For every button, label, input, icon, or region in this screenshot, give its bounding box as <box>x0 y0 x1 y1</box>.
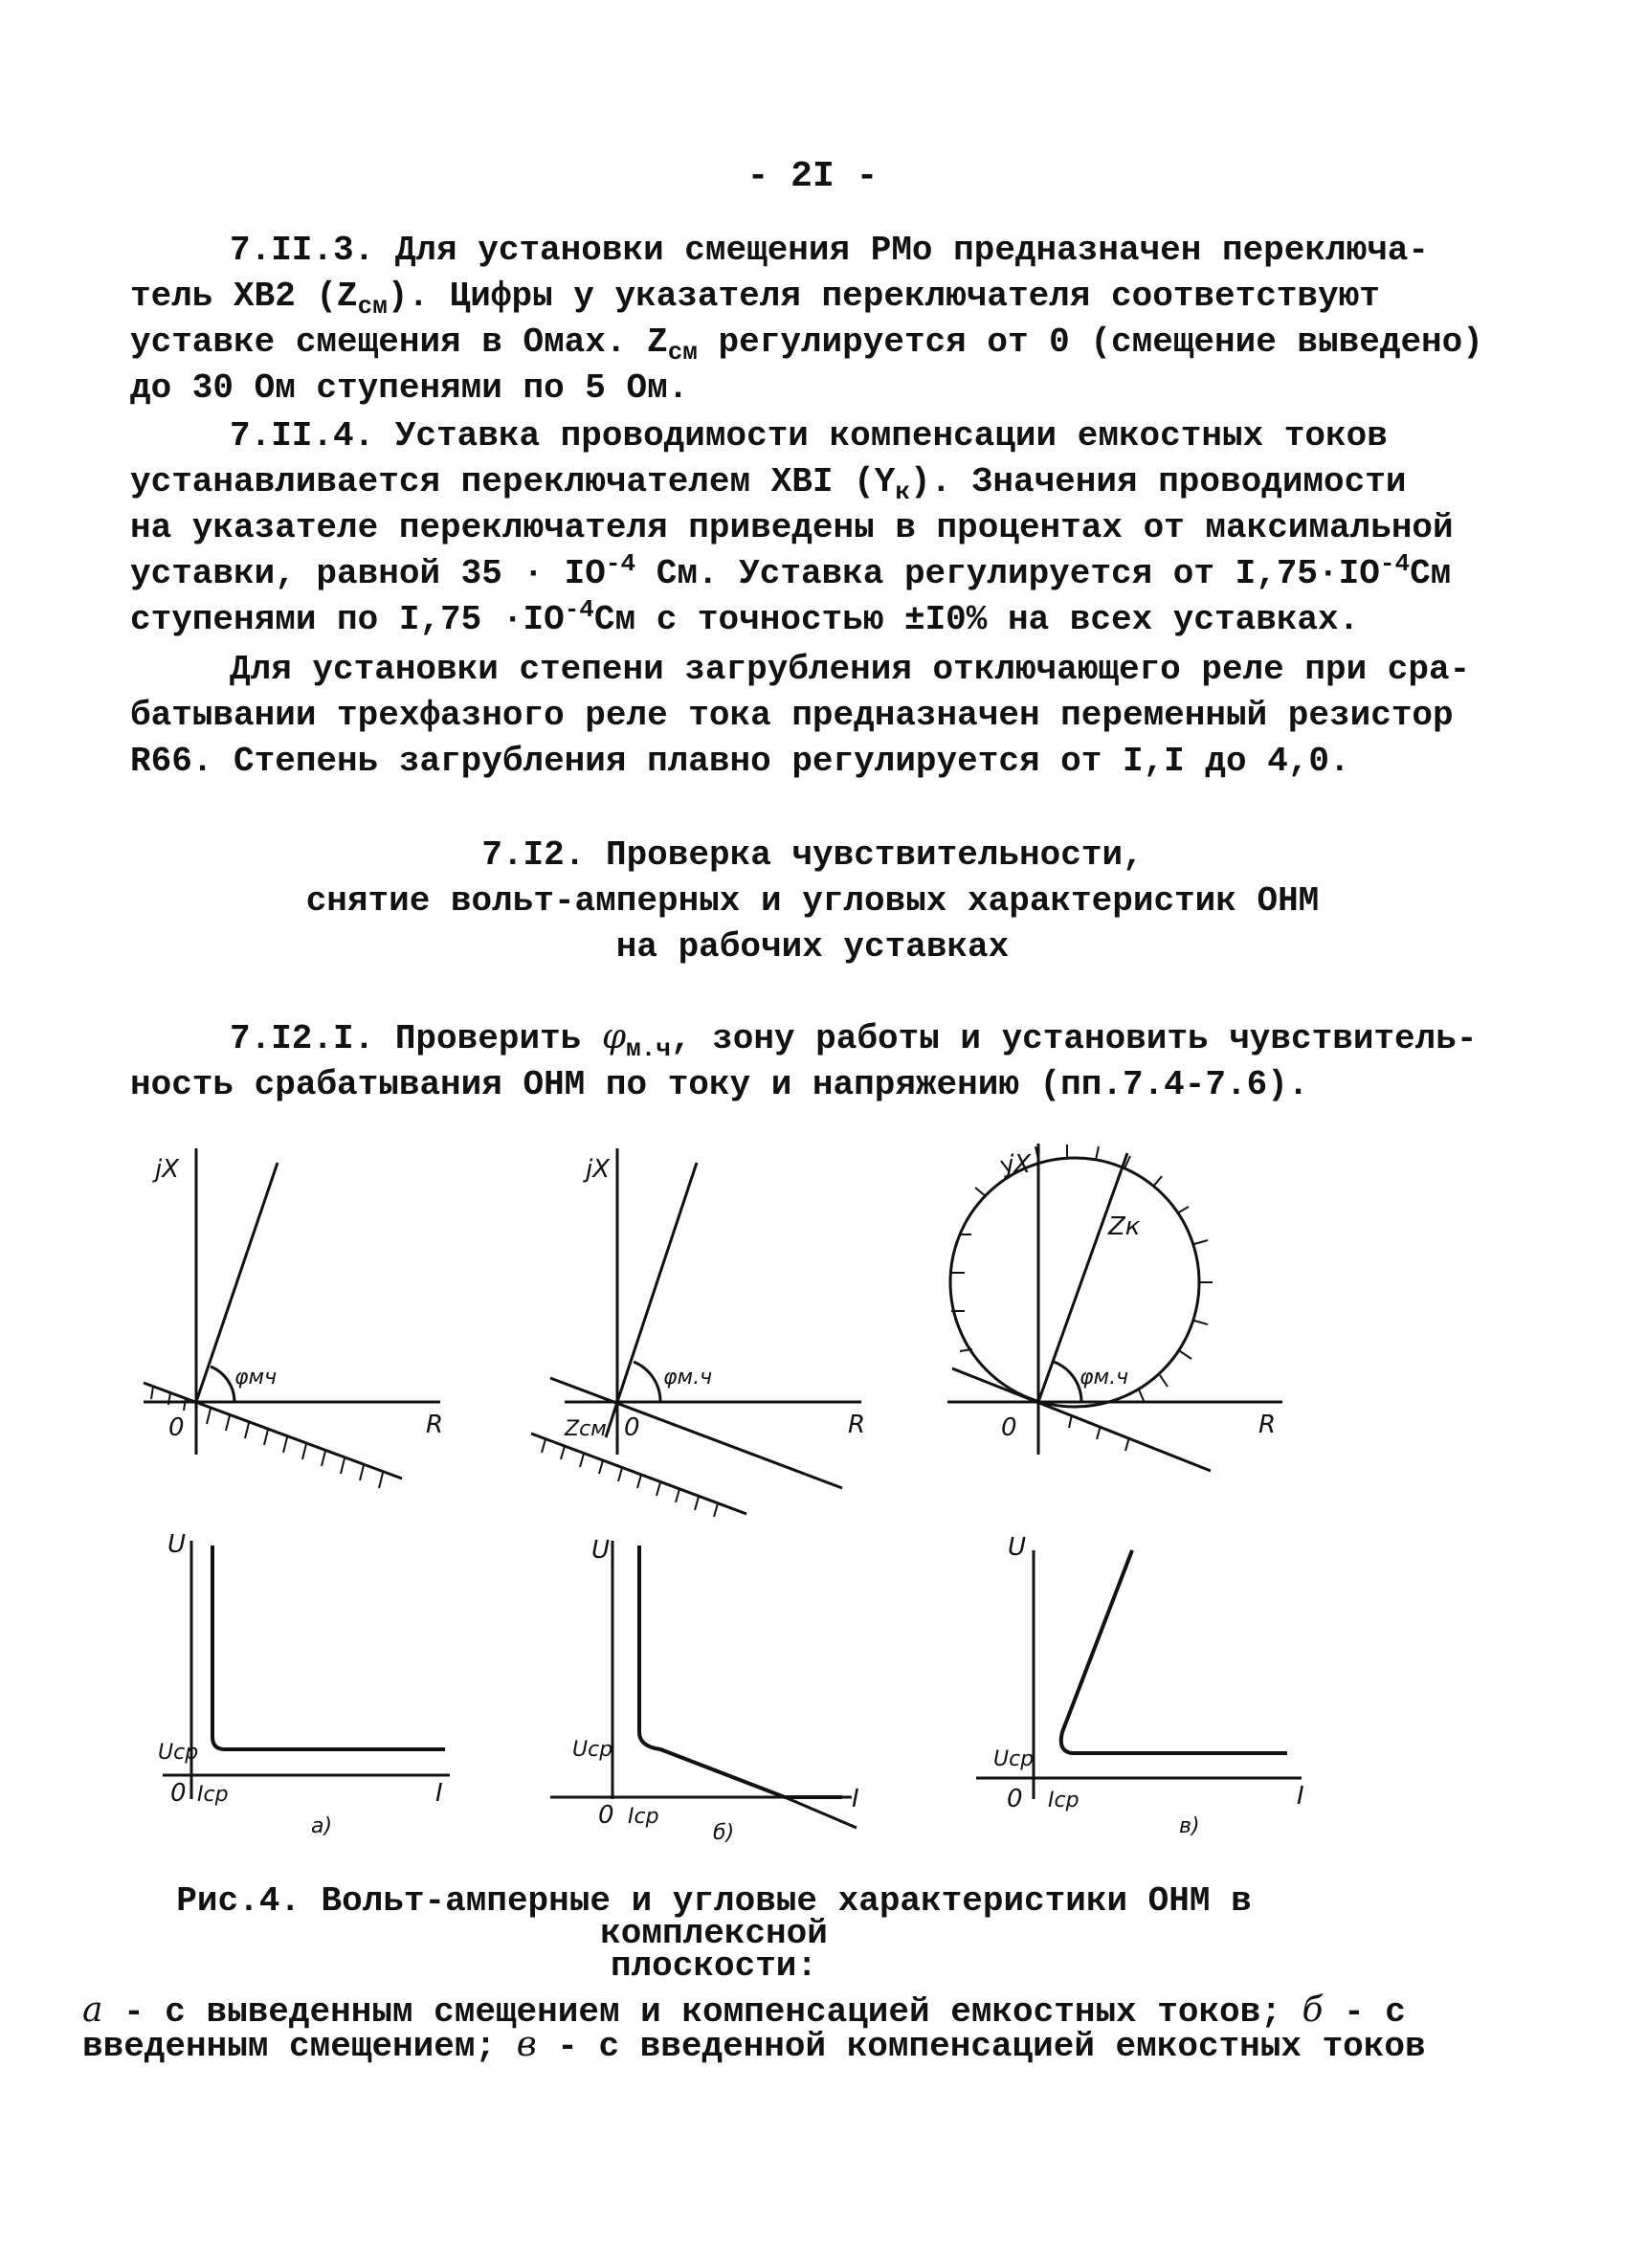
page-number: - 2I - <box>746 156 879 197</box>
heading-line: снятие вольт-амперных и угловых характеристик ОНМ <box>305 881 1320 921</box>
text-span: - с выведенным смещением и компенсацией емкостных токов; <box>102 1992 1302 2032</box>
angle-arc <box>634 1362 660 1402</box>
phi-symbol: φ <box>601 1017 627 1056</box>
i-label: I <box>852 1785 859 1813</box>
i-label: I <box>435 1779 443 1808</box>
panel-c-impedance-diagram <box>947 1144 1282 1471</box>
origin-label: 0 <box>1001 1413 1017 1442</box>
panel-b-impedance-diagram <box>531 1148 861 1517</box>
u-sr-label: Uср <box>158 1741 199 1765</box>
text-span: ). Цифры у указателя переключателя соответствуют <box>387 277 1380 316</box>
text-line: на указателе переключателя приведены в процентах от максимальной <box>130 508 1454 547</box>
i-sr-label: Iср <box>197 1783 229 1807</box>
panel-b-voltage-current <box>550 1541 857 1828</box>
phi-label: φм.ч <box>1080 1366 1129 1390</box>
heading-line: на рабочих уставках <box>615 927 1010 967</box>
text-span: - с <box>1323 1992 1406 2032</box>
angle-arc <box>211 1367 234 1402</box>
text-span: См <box>1410 554 1452 593</box>
text-line: батывании трехфазного реле тока предназначен переменный резистор <box>130 696 1454 735</box>
text-span: ступенями по I,75 ·IO <box>130 600 565 639</box>
hatching <box>542 1439 718 1517</box>
panel-a-impedance-diagram <box>144 1148 440 1488</box>
u-sr-label: Uср <box>572 1738 613 1762</box>
superscript: -4 <box>605 549 636 578</box>
panel-b-caption: б) <box>713 1821 735 1845</box>
panel-a-caption: а) <box>311 1814 333 1838</box>
superscript: -4 <box>1379 549 1411 578</box>
jx-label: jX <box>586 1155 611 1184</box>
origin-label: 0 <box>624 1413 640 1442</box>
text-line: до 30 Ом ступенями по 5 Ом. <box>130 368 689 408</box>
caption-title: плоскости: <box>610 1946 818 1986</box>
caption-letter: б <box>1302 1990 1324 2030</box>
text-line: 7.II.4. Уставка проводимости компенсации емкостных токов <box>230 416 1388 456</box>
subscript: см <box>667 338 698 367</box>
zk-vector <box>1038 1153 1127 1402</box>
subscript: см <box>357 292 388 322</box>
jx-label: jX <box>1007 1150 1032 1179</box>
characteristic-curve <box>639 1545 842 1797</box>
characteristic-curve <box>212 1545 445 1749</box>
caption-line <box>82 2025 1426 2066</box>
caption-letter: а <box>82 1990 103 2030</box>
text-line: 7.II.3. Для установки смещения РМо предназначен переключа- <box>230 231 1430 270</box>
u-label: U <box>167 1530 187 1559</box>
r-label: R <box>1258 1411 1277 1439</box>
caption-title: Рис.4. Вольт-амперные и угловые характеристики ОНМ в комплексной <box>176 1881 1252 1953</box>
text-span: уставке смещения в Омах. Z <box>130 322 668 362</box>
text-line: Для установки степени загрубления отключающего реле при сра- <box>230 650 1471 689</box>
text-span: тель ХВ2 (Z <box>130 277 358 316</box>
jx-label: jX <box>155 1155 180 1184</box>
text-span: - с введенной компенсацией емкостных токов <box>536 2027 1426 2066</box>
zk-label: Zк <box>1108 1212 1141 1241</box>
angle-arc <box>1054 1362 1081 1402</box>
superscript: -4 <box>564 595 594 624</box>
text-span: 7.I2.I. Проверить <box>230 1019 602 1058</box>
text-line: ность срабатывания ОНМ по току и напряжению (пп.7.4-7.6). <box>130 1065 1309 1104</box>
r-label: R <box>848 1411 866 1439</box>
text-span: См с точностью ±I0% на всех уставках. <box>593 600 1360 639</box>
text-span: уставки, равной 35 · IO <box>130 554 606 593</box>
text-span: устанавливается переключателем ХВI (Y <box>130 462 896 501</box>
figure-caption <box>82 1881 1426 2066</box>
origin-label: 0 <box>598 1801 614 1830</box>
i-sr-label: Iср <box>1048 1789 1080 1812</box>
u-label: U <box>1008 1533 1027 1562</box>
text-line: R66. Степень загрубления плавно регулируется от I,I до 4,0. <box>130 742 1350 781</box>
panel-a-voltage-current <box>163 1541 450 1799</box>
u-label: U <box>591 1536 611 1565</box>
characteristic-extension <box>785 1797 857 1828</box>
u-sr-label: Uср <box>993 1747 1035 1771</box>
caption-letter: в <box>516 2025 537 2064</box>
panel-c-caption: в) <box>1179 1814 1200 1838</box>
text-span: , зону работы и установить чувствитель- <box>670 1019 1478 1058</box>
text-span: регулируется от 0 (смещение выведено) <box>697 322 1483 362</box>
phi-label: φмч <box>234 1366 278 1390</box>
text-span: ). Значения проводимости <box>909 462 1407 501</box>
characteristic-curve <box>1061 1550 1287 1753</box>
heading-line: 7.I2. Проверка чувствительности, <box>481 835 1144 875</box>
origin-label: 0 <box>1007 1785 1023 1813</box>
z-offset-vector <box>606 1402 617 1437</box>
text-span: введенным смещением; <box>82 2027 517 2066</box>
subscript: к <box>895 478 910 507</box>
r-label: R <box>426 1411 444 1439</box>
phi-label: φм.ч <box>663 1366 713 1390</box>
characteristic-circle <box>950 1158 1199 1407</box>
i-sr-label: Iср <box>628 1805 659 1829</box>
boundary-line-lower <box>531 1434 746 1514</box>
subscript: м.ч <box>626 1034 671 1064</box>
caption-line <box>82 1990 1406 2032</box>
i-label: I <box>1297 1782 1304 1811</box>
z-offset-label: Zсм <box>565 1417 607 1441</box>
origin-label: 0 <box>170 1779 187 1808</box>
origin-label: 0 <box>168 1413 185 1442</box>
text-span: См. Уставка регулируется от I,75·IO <box>635 554 1380 593</box>
